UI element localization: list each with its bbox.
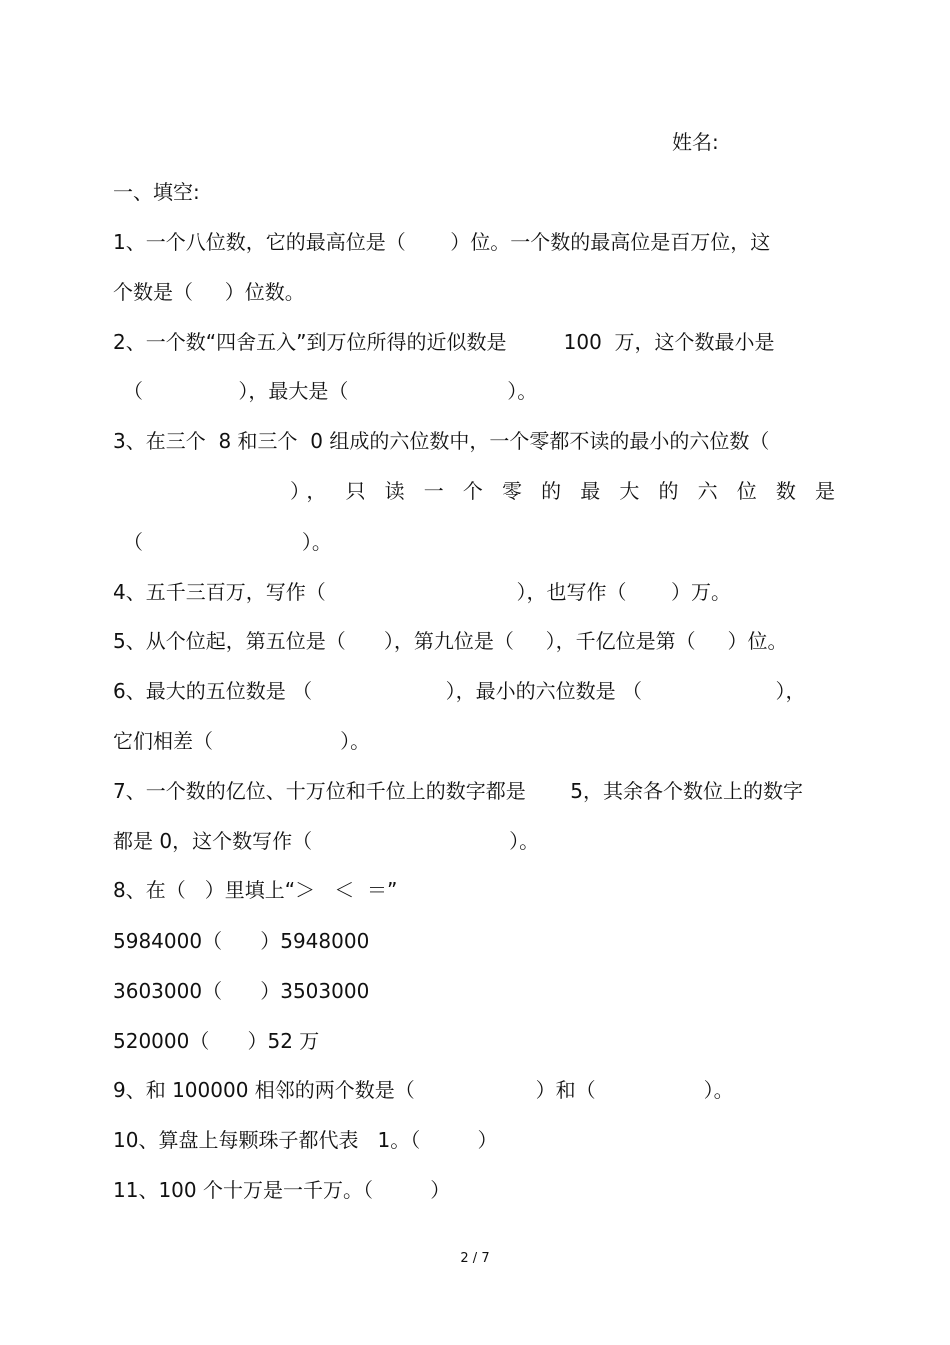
question-7-line-1: 7、一个数的亿位、十万位和千位上的数字都是 5，其余各个数位上的数字 xyxy=(113,779,803,803)
question-11-line-1: 11、100 个十万是一千万。（ ） xyxy=(113,1178,451,1202)
question-8-item-1: 5984000（ ）5948000 xyxy=(113,929,370,953)
page-number: 2 / 7 xyxy=(460,1251,490,1266)
question-9-line-1: 9、和 100000 相邻的两个数是（ ）和（ ）。 xyxy=(113,1078,734,1102)
question-8-line-1: 8、在（ ）里填上“＞ ＜ ＝” xyxy=(113,878,398,902)
question-2-line-2: （ ），最大是（ ）。 xyxy=(123,379,538,403)
question-1-line-1: 1、一个八位数，它的最高位是（ ）位。一个数的最高位是百万位，这 xyxy=(113,230,771,254)
question-2-line-1: 2、一个数“四舍五入”到万位所得的近似数是 100 万，这个数最小是 xyxy=(113,330,775,354)
question-8-item-2: 3603000（ ）3503000 xyxy=(113,979,370,1003)
question-3-line-1: 3、在三个 8 和三个 0 组成的六位数中，一个零都不读的最小的六位数（ xyxy=(113,429,770,453)
question-10-line-1: 10、算盘上每颗珠子都代表 1。（ ） xyxy=(113,1128,498,1152)
question-3-line-3: （ ）。 xyxy=(123,530,332,554)
question-4-line-1: 4、五千三百万，写作（ ），也写作（ ）万。 xyxy=(113,580,731,604)
section-title: 一、填空: xyxy=(113,180,200,204)
question-3-line-2: ）， 只 读 一 个 零 的 最 大 的 六 位 数 是 xyxy=(290,479,835,503)
question-1-line-2: 个数是（ ）位数。 xyxy=(113,280,305,304)
question-6-line-2: 它们相差（ ）。 xyxy=(113,729,371,753)
question-6-line-1: 6、最大的五位数是 （ ），最小的六位数是 （ ）， xyxy=(113,679,806,703)
name-label: 姓名: xyxy=(672,130,719,154)
question-5-line-1: 5、从个位起，第五位是（ ），第九位是（ ），千亿位是第（ ）位。 xyxy=(113,629,788,653)
question-8-item-3: 520000（ ）52 万 xyxy=(113,1029,320,1053)
question-7-line-2: 都是 0，这个数写作（ ）。 xyxy=(113,829,540,853)
